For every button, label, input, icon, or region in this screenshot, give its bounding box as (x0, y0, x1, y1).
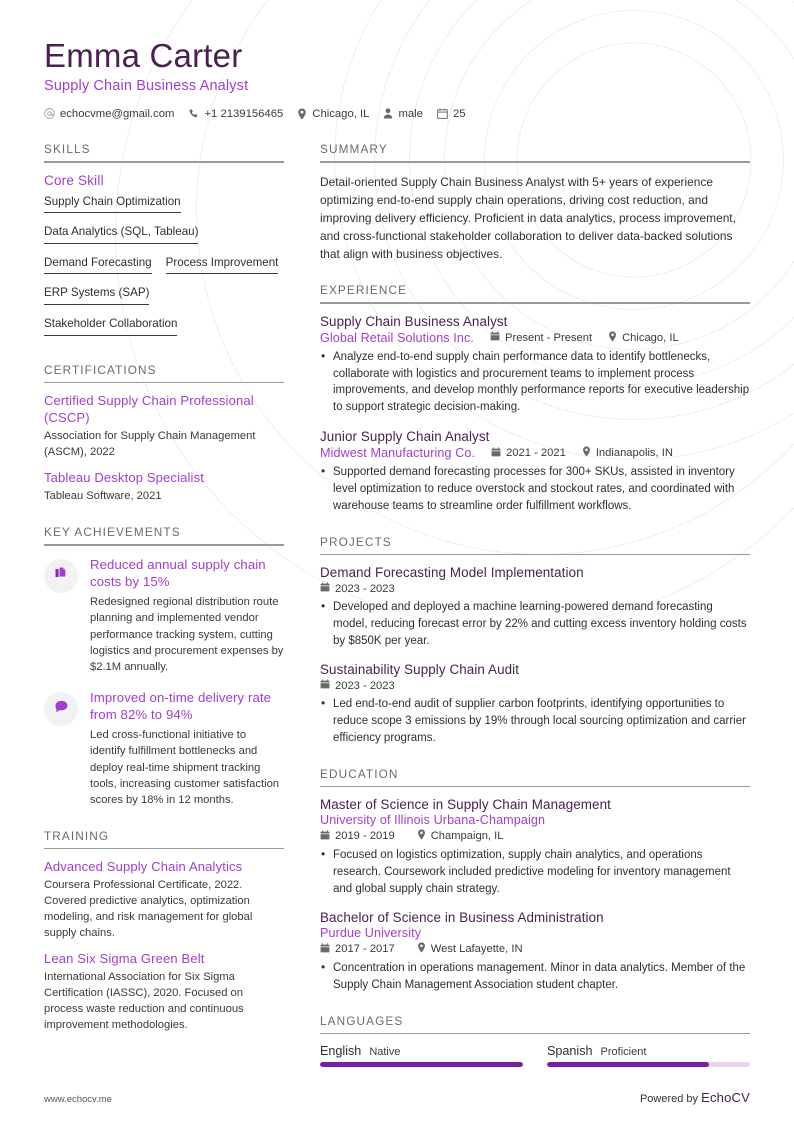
job-location (608, 331, 679, 345)
footer-powered-by (640, 1090, 750, 1105)
education-location-value: West Lafayette, IN (430, 943, 523, 956)
project-title: Sustainability Supply Chain Audit (320, 662, 520, 678)
project-dates-value: 2023 - 2023 (335, 679, 395, 692)
section-title-projects: PROJECTS (320, 534, 392, 549)
section-title-training: TRAINING (44, 828, 110, 843)
contact-age (437, 108, 466, 120)
page-footer (44, 1090, 750, 1105)
section-rule (320, 302, 750, 304)
achievement-badge (44, 559, 78, 593)
achievement-item (44, 689, 284, 809)
education-bullets (320, 847, 750, 898)
section-summary (320, 142, 750, 263)
left-column (44, 142, 302, 1087)
calendar-icon (437, 108, 448, 119)
education-school: Purdue University (320, 926, 422, 941)
right-column (302, 142, 750, 1087)
language-level: Native (369, 1046, 401, 1059)
training-description: International Association for Six Sigma Certification (IASSC), 2020. Focused on process waste reduction and continuous improvement methodologies. (44, 971, 244, 1031)
language-proficiency-bar (547, 1062, 750, 1067)
section-education (320, 767, 750, 994)
skills-list (44, 192, 284, 343)
education-location-value: Champaign, IL (430, 830, 504, 843)
language-item (547, 1044, 750, 1067)
section-title-certifications: CERTIFICATIONS (44, 362, 157, 377)
footer-brand-name: EchoCV (701, 1090, 750, 1105)
project-bullets (320, 696, 750, 747)
skill-item: Process Improvement (166, 253, 279, 275)
email-icon (44, 108, 55, 119)
training-description: Coursera Professional Certificate, 2022. Covered predictive analytics, optimization modeling, and risk management for global supply chains. (44, 878, 253, 939)
phone-icon (188, 108, 199, 119)
job-bullets (320, 349, 750, 417)
job-dates-value: 2021 - 2021 (506, 447, 566, 460)
education-dates-value: 2017 - 2017 (335, 943, 395, 956)
section-rule (44, 382, 284, 384)
achievement-title: Improved on-time delivery rate from 82% to 94% (90, 689, 272, 722)
section-languages (320, 1014, 750, 1067)
achievement-item (44, 556, 284, 676)
location-icon (608, 331, 617, 345)
achievement-description: Redesigned regional distribution route planning and implemented vendor performance tracking system, cutting logistics and procurement expenses by $2.1M annually. (90, 595, 284, 674)
language-name: English (320, 1044, 362, 1059)
education-item (320, 910, 750, 994)
section-title-skills: SKILLS (44, 141, 91, 156)
project-item (320, 662, 750, 747)
job-bullets (320, 464, 750, 515)
job-dates (490, 331, 592, 344)
training-title: Advanced Supply Chain Analytics (44, 859, 243, 875)
education-bullet: • Concentration in operations management. Minor in data analytics. Member of the Supply Chain Management Association student chapter. (320, 960, 750, 994)
education-item (320, 797, 750, 898)
education-dates (320, 830, 395, 843)
section-title-languages: LANGUAGES (320, 1013, 404, 1028)
certification-issuer: Tableau Software, 2021 (44, 490, 162, 503)
education-degree: Master of Science in Supply Chain Management (320, 797, 611, 813)
language-name: Spanish (547, 1044, 593, 1059)
copy-documents-icon (54, 566, 69, 586)
footer-powered-by-label: Powered by (639, 1093, 699, 1105)
section-title-education: EDUCATION (320, 766, 399, 781)
section-rule (320, 554, 750, 556)
skill-item: Supply Chain Optimization (44, 192, 181, 214)
job-company: Midwest Manufacturing Co. (320, 446, 476, 461)
language-item (320, 1044, 523, 1067)
section-experience (320, 283, 750, 515)
section-title-key-achievements: KEY ACHIEVEMENTS (44, 524, 181, 539)
contact-phone-value: +1 2139156465 (204, 107, 284, 120)
achievement-title: Reduced annual supply chain costs by 15% (90, 556, 266, 589)
location-icon (582, 446, 591, 460)
education-location (417, 829, 504, 843)
section-rule (320, 1033, 750, 1035)
project-dates (320, 582, 750, 595)
section-rule (320, 161, 750, 163)
job-bullet: • Analyze end-to-end supply chain performance data to identify bottlenecks, collaborate with logistics and procurement teams to implement process improvements, and develop monthly performance reports for executive leadership to support strategic decision-making. (320, 349, 750, 417)
languages-list (320, 1044, 750, 1067)
contact-phone[interactable] (188, 108, 283, 120)
experience-item (320, 314, 750, 417)
project-dates (320, 679, 750, 692)
job-dates (491, 447, 566, 460)
project-bullet: • Led end-to-end audit of supplier carbon footprints, identifying opportunities to reduce scope 3 emissions by 19% through local sourcing optimization and carrier efficiency programs. (320, 696, 750, 747)
project-bullets (320, 599, 750, 650)
section-skills (44, 142, 284, 343)
achievement-description: Led cross-functional initiative to identify fulfillment bottlenecks and deploy real-time shipment tracking tools, increasing customer satisfaction scores by 18% in 12 months. (90, 728, 280, 807)
contact-age-value: 25 (452, 107, 466, 120)
certification-entry (44, 470, 284, 505)
calendar-icon (491, 447, 501, 460)
section-projects (320, 535, 750, 747)
skill-item: Data Analytics (SQL, Tableau) (44, 222, 198, 244)
calendar-icon (320, 679, 330, 692)
education-bullet: • Focused on logistics optimization, supply chain analytics, and operations research. Coursework included predictive modeling for inventory management and global supply chain strategy. (320, 847, 750, 898)
project-bullet: • Developed and deployed a machine learning-powered demand forecasting model, reducing forecast error by 22% and cutting excess inventory holding costs by $850K per year. (320, 599, 750, 650)
experience-item (320, 429, 750, 515)
project-item (320, 565, 750, 650)
section-rule (320, 786, 750, 788)
project-title: Demand Forecasting Model Implementation (320, 565, 584, 581)
calendar-icon (320, 582, 330, 595)
location-icon (417, 829, 426, 843)
contact-email[interactable] (44, 108, 174, 120)
contact-location-value: Chicago, IL (312, 107, 370, 120)
core-skill-label: Core Skill (44, 172, 104, 188)
contact-gender (383, 108, 423, 120)
candidate-name: Emma Carter (44, 37, 243, 74)
section-certifications (44, 363, 284, 505)
education-degree: Bachelor of Science in Business Administration (320, 910, 604, 926)
training-title: Lean Six Sigma Green Belt (44, 951, 205, 967)
education-bullets (320, 960, 750, 994)
skill-item: ERP Systems (SAP) (44, 283, 149, 305)
training-entry (44, 951, 284, 1033)
summary-text: Detail-oriented Supply Chain Business Analyst with 5+ years of experience optimizing end-to-end supply chain operations, driving cost reduction, and improving delivery efficiency. Proficient in data analytics, process improvement, and cross-functional stakeholder collaboration to deliver data-backed solutions that align with business objectives. (320, 174, 736, 261)
calendar-icon (490, 331, 500, 344)
section-title-summary: SUMMARY (320, 141, 388, 156)
language-level: Proficient (600, 1046, 647, 1059)
contact-gender-value: male (398, 107, 423, 120)
chat-bubble-icon (54, 699, 69, 719)
language-proficiency-fill (547, 1062, 709, 1067)
education-dates-value: 2019 - 2019 (335, 830, 395, 843)
training-entry (44, 859, 284, 941)
language-proficiency-fill (320, 1062, 523, 1067)
certification-title: Certified Supply Chain Professional (CSCP) (44, 393, 254, 425)
location-icon (417, 942, 426, 956)
job-bullet: • Supported demand forecasting processes for 300+ SKUs, assisted in inventory level optimization to reduce overstock and stockout rates, and coordinated with warehouse teams to streamline order fulfillment workflows. (320, 464, 750, 515)
section-rule (44, 848, 284, 850)
job-company: Global Retail Solutions Inc. (320, 330, 475, 345)
footer-site-url[interactable]: www.echocv.me (44, 1094, 112, 1105)
section-title-experience: EXPERIENCE (320, 283, 408, 298)
contact-email-value: echocvme@gmail.com (60, 107, 175, 120)
education-dates (320, 943, 395, 956)
skill-item: Stakeholder Collaboration (44, 314, 177, 336)
job-location-value: Chicago, IL (622, 331, 679, 344)
location-icon (297, 108, 307, 120)
skill-item: Demand Forecasting (44, 253, 152, 275)
contact-row (44, 108, 750, 120)
certification-title: Tableau Desktop Specialist (44, 470, 204, 486)
job-dates-value: Present - Present (505, 331, 593, 344)
project-dates-value: 2023 - 2023 (335, 582, 395, 595)
calendar-icon (320, 830, 330, 843)
candidate-headline: Supply Chain Business Analyst (44, 77, 249, 94)
contact-location (297, 108, 369, 120)
language-proficiency-bar (320, 1062, 523, 1067)
job-location (582, 446, 673, 460)
education-school: University of Illinois Urbana-Champaign (320, 813, 546, 828)
person-icon (383, 108, 393, 119)
resume-header (44, 38, 750, 120)
job-title: Junior Supply Chain Analyst (320, 429, 490, 445)
certification-issuer: Association for Supply Chain Management (ASCM), 2022 (44, 429, 256, 458)
section-training (44, 829, 284, 1034)
certification-entry (44, 393, 284, 460)
achievement-badge (44, 692, 78, 726)
calendar-icon (320, 943, 330, 956)
job-title: Supply Chain Business Analyst (320, 313, 508, 329)
education-location (417, 942, 523, 956)
section-rule (44, 161, 284, 163)
job-location-value: Indianapolis, IN (595, 447, 673, 460)
section-key-achievements (44, 525, 284, 809)
section-rule (44, 544, 284, 546)
